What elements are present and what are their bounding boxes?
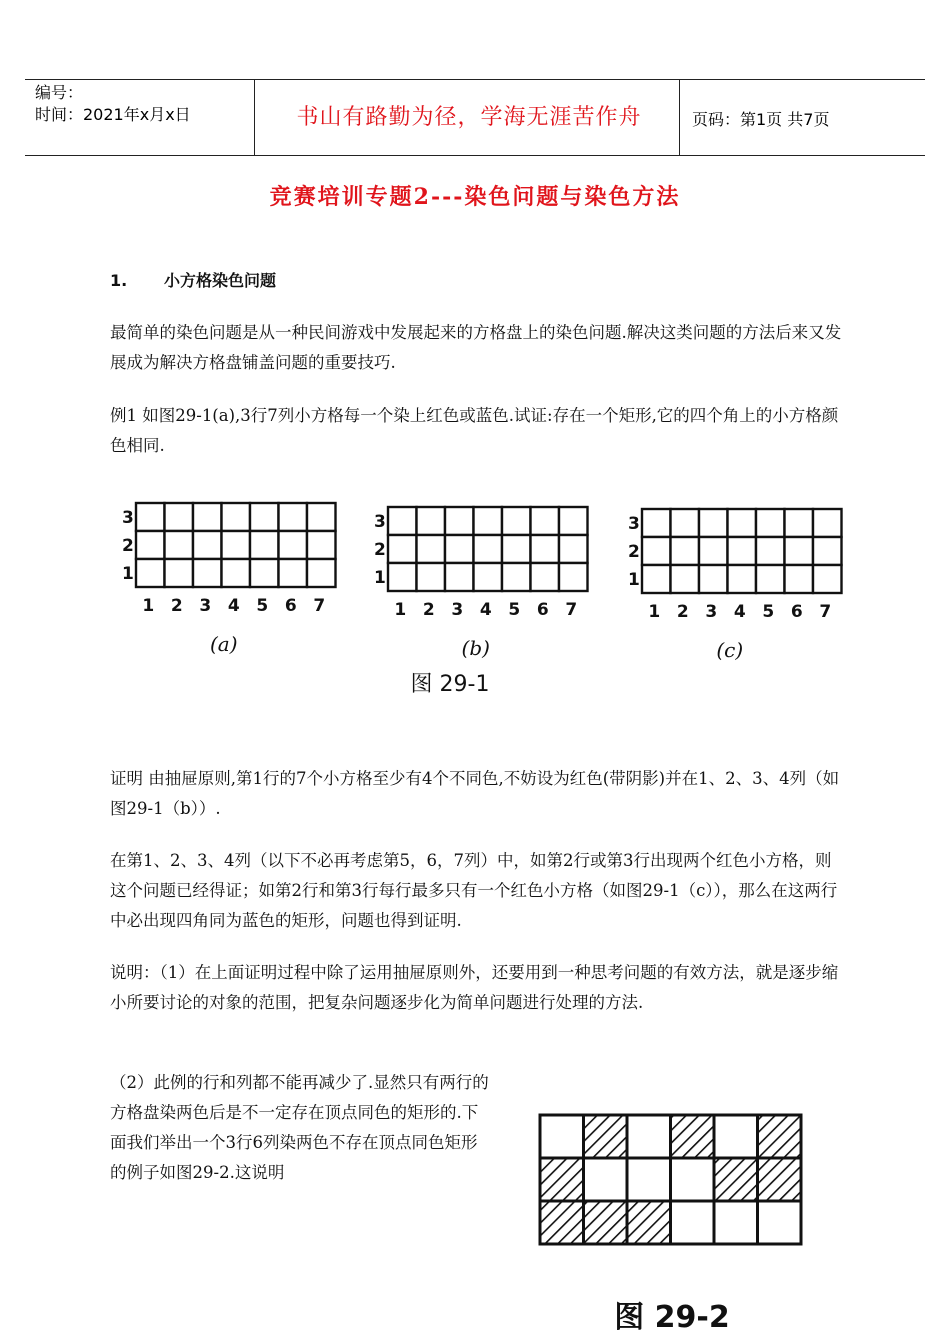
grid-cell [279, 503, 308, 531]
proof-paragraph: 证明 由抽屉原则,第1行的7个小方格至少有4个不同色,不妨设为红色(带阴影)并在1、2、3、4列（如图29-1（b））. [110, 769, 840, 818]
grid-cell [531, 563, 560, 591]
grid-cell [785, 509, 814, 537]
figure-29-1-panel [122, 503, 336, 656]
figure-29-1-panel [374, 507, 588, 660]
grid-cell [388, 535, 417, 563]
shaded-cell [417, 563, 446, 591]
section-heading [110, 268, 276, 291]
grid-cell [758, 1201, 802, 1244]
proof2-paragraph: 在第1、2、3、4列（以下不必再考虑第5，6，7列）中，如第2行或第3行出现两个红色小方格，则这个问题已经得证；如第2行和第3行每行最多只有一个红色小方格（如图29-1（c）），那么在这两行中必出现四角同为蓝色的矩形，问题也得到证明. [110, 851, 838, 930]
grid-cell [165, 531, 194, 559]
grid-cell [307, 503, 336, 531]
row-label: 3 [122, 508, 134, 528]
grid-cell [279, 531, 308, 559]
example1-paragraph: 例1 如图29-1(a),3行7列小方格每一个染上红色或蓝色.试证:存在一个矩形,它的四个角上的小方格颜色相同. [110, 406, 839, 455]
col-label: 1 [648, 602, 661, 622]
grid-cell [531, 507, 560, 535]
shaded-cell [642, 565, 671, 593]
grid-cell [193, 531, 222, 559]
note2-paragraph: （2）此例的行和列都不能再减少了.显然只有两行的方格盘染两色后是不一定存在顶点同色的矩形的.下面我们举出一个3行6列染两色不存在顶点同色矩形的例子如图29-2.这说明 [110, 1073, 489, 1182]
shaded-cell [584, 1201, 628, 1244]
row-label: 1 [122, 564, 134, 584]
grid-cell [756, 537, 785, 565]
grid-cell [728, 509, 757, 537]
grid-cell [671, 537, 700, 565]
grid-cell [813, 565, 842, 593]
grid-cell [540, 1115, 584, 1158]
col-label: 3 [199, 596, 212, 616]
grid-cell [222, 531, 251, 559]
shaded-cell [758, 1158, 802, 1201]
grid-cell [531, 535, 560, 563]
row-label: 2 [374, 540, 386, 560]
col-label: 2 [170, 596, 183, 616]
shaded-cell [714, 1158, 758, 1201]
shaded-cell [642, 537, 671, 565]
row-label: 2 [122, 536, 134, 556]
row-label: 3 [628, 514, 640, 534]
col-label: 3 [705, 602, 718, 622]
figure-29-1-caption: 图 29-1 [410, 672, 490, 697]
header-bottom-rule [25, 155, 925, 156]
grid-cell [136, 531, 165, 559]
col-label: 2 [422, 600, 435, 620]
grid-cell [474, 535, 503, 563]
section-title: 小方格染色问题 [164, 271, 277, 290]
grid-cell [222, 503, 251, 531]
grid-cell [193, 559, 222, 587]
grid-cell [559, 535, 588, 563]
header-top-rule [25, 79, 925, 80]
grid-cell [222, 559, 251, 587]
grid-cell [699, 537, 728, 565]
col-label: 7 [565, 600, 578, 620]
grid-cell [714, 1201, 758, 1244]
grid-cell [714, 1115, 758, 1158]
header-page-info: 页码：第1页 共7页 [692, 110, 830, 129]
col-label: 4 [733, 602, 746, 622]
grid-cell [627, 1115, 671, 1158]
col-label: 6 [790, 602, 803, 622]
shaded-cell [584, 1115, 628, 1158]
grid-cell [307, 559, 336, 587]
shaded-cell [417, 507, 446, 535]
shaded-cell [445, 563, 474, 591]
grid-cell [279, 559, 308, 587]
header-number-label: 编号： [35, 83, 84, 102]
shaded-cell [671, 1115, 715, 1158]
grid-cell [627, 1158, 671, 1201]
grid-cell [307, 531, 336, 559]
grid-cell [671, 1201, 715, 1244]
grid-cell [813, 509, 842, 537]
col-label: 4 [227, 596, 240, 616]
grid-cell [445, 535, 474, 563]
grid-cell [813, 537, 842, 565]
panel-label: (b) [461, 636, 490, 660]
col-label: 6 [284, 596, 297, 616]
grid-cell [502, 563, 531, 591]
shaded-cell [540, 1201, 584, 1244]
header-motto: 书山有路勤为径，学海无涯苦作舟 [296, 105, 642, 130]
shaded-cell [728, 565, 757, 593]
col-label: 5 [508, 600, 521, 620]
note1-paragraph: 说明：（1）在上面证明过程中除了运用抽屉原则外，还要用到一种思考问题的有效方法，就是逐步缩小所要讨论的对象的范围，把复杂问题逐步化为简单问题进行处理的方法. [110, 963, 839, 1012]
row-label: 1 [374, 568, 386, 588]
shaded-cell [671, 565, 700, 593]
grid-cell [785, 537, 814, 565]
figure-29-1-panel [628, 509, 842, 662]
row-label: 2 [628, 542, 640, 562]
col-label: 4 [479, 600, 492, 620]
grid-cell [417, 535, 446, 563]
grid-cell [136, 559, 165, 587]
grid-cell [756, 565, 785, 593]
grid-cell [559, 507, 588, 535]
shaded-cell [627, 1201, 671, 1244]
grid-cell [502, 535, 531, 563]
grid-cell [136, 503, 165, 531]
col-label: 7 [819, 602, 832, 622]
shaded-cell [540, 1158, 584, 1201]
shaded-cell [474, 563, 503, 591]
document-title: 竞赛培训专题2---染色问题与染色方法 [269, 184, 681, 210]
header-time: 时间：2021年x月x日 [35, 105, 191, 124]
grid-cell [642, 509, 671, 537]
row-label: 3 [374, 512, 386, 532]
grid-cell [165, 559, 194, 587]
figure-29-2 [530, 1105, 830, 1337]
figure-29-1 [110, 485, 850, 705]
shaded-cell [671, 509, 700, 537]
col-label: 5 [256, 596, 269, 616]
grid-cell [502, 507, 531, 535]
shaded-cell [388, 507, 417, 535]
figure-29-2-caption: 图 29-2 [614, 1300, 730, 1335]
grid-cell [250, 559, 279, 587]
col-label: 3 [451, 600, 464, 620]
grid-cell [785, 565, 814, 593]
grid-cell [193, 503, 222, 531]
shaded-cell [388, 563, 417, 591]
grid-cell [250, 503, 279, 531]
row-label: 1 [628, 570, 640, 590]
grid-cell [165, 503, 194, 531]
shaded-cell [474, 507, 503, 535]
grid-cell [671, 1158, 715, 1201]
panel-label: (a) [209, 632, 238, 656]
col-label: 7 [313, 596, 326, 616]
col-label: 1 [142, 596, 155, 616]
shaded-cell [699, 565, 728, 593]
section-number: 1. [110, 271, 128, 290]
header-divider-left [254, 79, 255, 156]
intro-paragraph: 最简单的染色问题是从一种民间游戏中发展起来的方格盘上的染色问题.解决这类问题的方法后来又发展成为解决方格盘铺盖问题的重要技巧. [110, 323, 842, 372]
grid-cell [584, 1158, 628, 1201]
col-label: 5 [762, 602, 775, 622]
panel-label: (c) [716, 638, 744, 662]
shaded-cell [445, 507, 474, 535]
grid-cell [728, 537, 757, 565]
col-label: 2 [676, 602, 689, 622]
shaded-cell [758, 1115, 802, 1158]
grid-cell [699, 509, 728, 537]
grid-cell [250, 531, 279, 559]
grid-cell [559, 563, 588, 591]
col-label: 1 [394, 600, 407, 620]
col-label: 6 [536, 600, 549, 620]
grid-cell [756, 509, 785, 537]
